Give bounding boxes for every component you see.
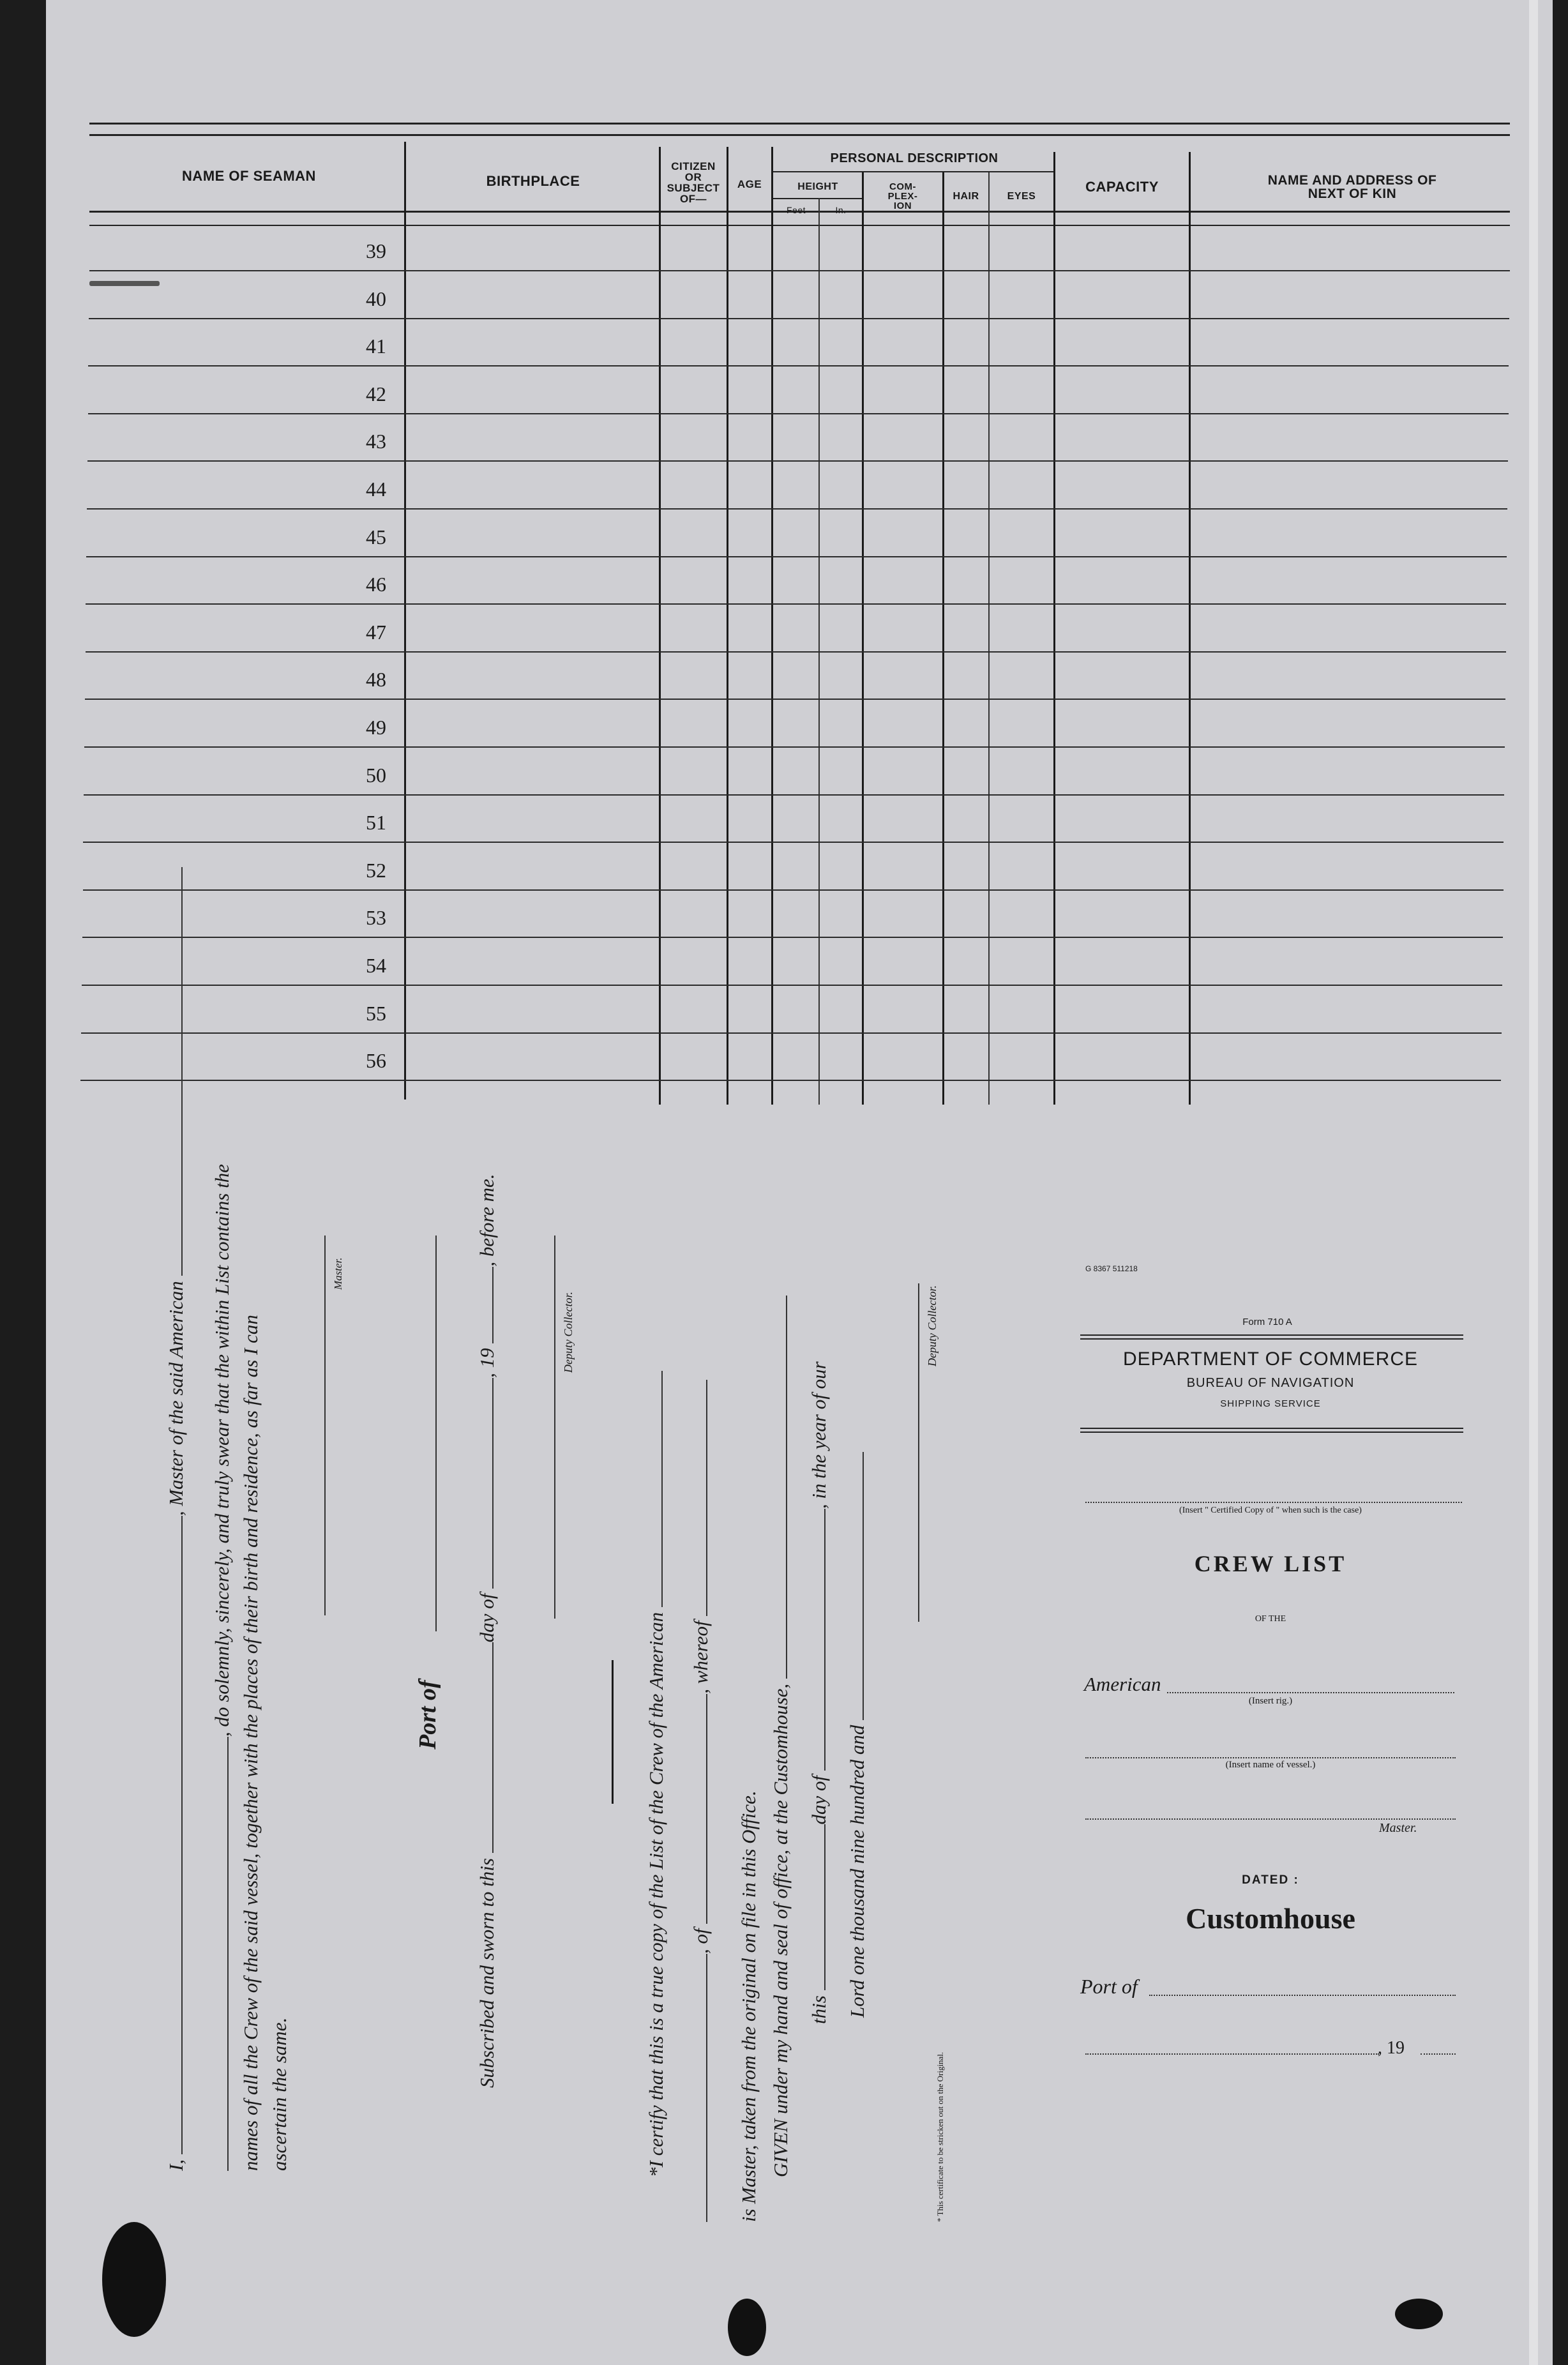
table-row[interactable] bbox=[87, 508, 1507, 510]
row-number: 45 bbox=[366, 525, 386, 548]
deputy-signature-line[interactable] bbox=[554, 1235, 555, 1619]
document-sheet bbox=[46, 0, 1553, 2365]
vessel-rig-blank[interactable] bbox=[645, 1371, 663, 1607]
certificate-line-1 bbox=[645, 1371, 668, 2177]
row-number: 40 bbox=[366, 287, 386, 310]
personal-desc-rule bbox=[773, 171, 1053, 172]
department-title: DEPARTMENT OF COMMERCE bbox=[1122, 1349, 1419, 1370]
col-rule-inches bbox=[862, 172, 864, 1105]
row-number: 44 bbox=[366, 478, 386, 501]
table-row[interactable] bbox=[84, 746, 1505, 748]
section-divider bbox=[612, 1660, 614, 1804]
oath-text: I, bbox=[165, 2159, 187, 2171]
row-number: 43 bbox=[366, 430, 386, 453]
header-inches: In. bbox=[835, 205, 847, 215]
row-number: 41 bbox=[366, 335, 386, 358]
table-row[interactable] bbox=[86, 651, 1506, 653]
col-rule-capacity bbox=[1189, 152, 1191, 1105]
row-number: 48 bbox=[366, 668, 386, 691]
master-name-field[interactable] bbox=[1085, 1818, 1456, 1820]
port-blank[interactable] bbox=[435, 1235, 437, 1631]
master-signature-line[interactable] bbox=[324, 1235, 326, 1615]
table-row[interactable] bbox=[89, 318, 1509, 319]
height-rule bbox=[773, 198, 862, 199]
cert-text: this bbox=[808, 1995, 830, 2024]
ink-smudge bbox=[89, 281, 160, 286]
year-blank[interactable] bbox=[476, 1267, 494, 1343]
table-row[interactable] bbox=[88, 413, 1509, 414]
row-number: 52 bbox=[366, 858, 386, 882]
header-next-of-kin bbox=[1193, 174, 1512, 200]
certificate-footnote: * This certificate to be stricken out on the Original. bbox=[935, 2051, 945, 2222]
cert-text: GIVEN under my hand and seal of office, at the Customhouse, bbox=[769, 1683, 792, 2177]
day-blank[interactable] bbox=[476, 1642, 494, 1853]
cert-text: , of bbox=[690, 1928, 712, 1954]
oath-text: day of bbox=[476, 1593, 498, 1643]
port-of-label: Port of bbox=[414, 1680, 441, 1749]
table-row[interactable] bbox=[84, 794, 1504, 796]
table-row[interactable] bbox=[85, 699, 1505, 700]
header-complexion-line: PLEX- bbox=[887, 191, 918, 202]
oath-text: , do solemnly, sincerely, and truly swear that the within List contains the bbox=[211, 1164, 233, 1737]
col-rule-birthplace bbox=[659, 147, 661, 1105]
certificate-line-2 bbox=[690, 1380, 712, 2222]
certificate-line-6 bbox=[846, 1452, 869, 2018]
cover-year-blank[interactable] bbox=[1421, 2053, 1456, 2055]
master-label: Master. bbox=[332, 1257, 344, 1290]
oath-line-2 bbox=[211, 1164, 234, 2171]
month-blank[interactable] bbox=[476, 1378, 494, 1589]
oath-line-4: ascertain the same. bbox=[268, 2017, 290, 2171]
header-sub-rule bbox=[89, 225, 1510, 226]
oath-line-3: names of all the Crew of the said vessel, together with the places of their birth and residence, as far as I can bbox=[239, 1315, 262, 2171]
bureau-title: BUREAU OF NAVIGATION bbox=[1186, 1376, 1355, 1390]
master-name-blank[interactable] bbox=[165, 1516, 183, 2154]
cert-deputy-collector-label: Deputy Collector. bbox=[926, 1285, 939, 1366]
header-eyes: EYES bbox=[1007, 191, 1036, 202]
cert-text: , in the year of our bbox=[808, 1361, 830, 1509]
certificate-line-3: is Master, taken from the original on file in this Office. bbox=[737, 1790, 760, 2222]
header-age: AGE bbox=[737, 178, 762, 190]
oath-text: , Master of the said American bbox=[165, 1281, 187, 1516]
header-citizen-line: OF— bbox=[679, 193, 707, 205]
row-number: 50 bbox=[366, 763, 386, 787]
cover-master-label: Master. bbox=[1379, 1821, 1417, 1835]
cover-port-of-label: Port of bbox=[1080, 1975, 1138, 1998]
table-row[interactable] bbox=[81, 1032, 1502, 1034]
vessel-name-blank[interactable] bbox=[165, 867, 183, 1276]
certificate-line-5 bbox=[808, 1361, 831, 2024]
cover-date-blank[interactable] bbox=[1085, 2053, 1379, 2055]
customhouse-title: Customhouse bbox=[1186, 1902, 1355, 1935]
cert-deputy-signature-line[interactable] bbox=[918, 1283, 919, 1622]
table-row[interactable] bbox=[88, 365, 1509, 366]
ink-blot bbox=[728, 2299, 766, 2356]
header-kin-line: NEXT OF KIN bbox=[1308, 186, 1397, 201]
oath-blank[interactable] bbox=[211, 1737, 229, 2171]
cover-rule bbox=[1080, 1338, 1463, 1340]
row-number: 53 bbox=[366, 906, 386, 930]
rig-blank[interactable] bbox=[1167, 1692, 1454, 1693]
cert-text: , whereof bbox=[690, 1621, 712, 1694]
table-row[interactable] bbox=[82, 937, 1503, 938]
vessel-name-blank-2[interactable] bbox=[690, 1954, 707, 2222]
table-row[interactable] bbox=[83, 842, 1504, 843]
home-port-blank[interactable] bbox=[690, 1694, 707, 1924]
crew-list-title: CREW LIST bbox=[1194, 1551, 1347, 1576]
col-rule-citizen bbox=[727, 147, 728, 1105]
of-the-label: OF THE bbox=[1255, 1614, 1286, 1624]
cert-year-blank[interactable] bbox=[846, 1452, 864, 1720]
ink-blot bbox=[1395, 2299, 1443, 2329]
cover-port-blank[interactable] bbox=[1149, 1995, 1456, 1996]
header-hair: HAIR bbox=[953, 191, 979, 202]
col-rule-eyes bbox=[1053, 152, 1055, 1105]
certificate-line-4 bbox=[769, 1296, 792, 2177]
print-code: G 8367 511218 bbox=[1085, 1264, 1138, 1273]
oath-text: Subscribed and sworn to this bbox=[476, 1858, 498, 2088]
cert-text: day of bbox=[808, 1775, 830, 1825]
header-citizen-line: SUBJECT bbox=[667, 182, 720, 194]
top-rule-2 bbox=[89, 134, 1510, 136]
sheet-edge bbox=[1529, 0, 1538, 2365]
insert-vessel-note: (Insert name of vessel.) bbox=[1225, 1760, 1316, 1770]
row-number: 56 bbox=[366, 1049, 386, 1073]
cert-day-blank[interactable] bbox=[808, 1824, 825, 1990]
table-row[interactable] bbox=[89, 270, 1510, 271]
table-row[interactable] bbox=[87, 460, 1508, 462]
table-row[interactable] bbox=[86, 603, 1506, 605]
customhouse-blank[interactable] bbox=[769, 1296, 787, 1679]
subscribed-line bbox=[476, 1174, 499, 2088]
oath-text: , before me. bbox=[476, 1174, 498, 1267]
ink-blot bbox=[102, 2222, 166, 2337]
header-birthplace: BIRTHPLACE bbox=[486, 173, 580, 189]
row-number: 55 bbox=[366, 1001, 386, 1025]
cover-year-label: , 19 bbox=[1378, 2038, 1405, 2058]
header-complexion-line: ION bbox=[893, 200, 912, 211]
header-kin-line: NAME AND ADDRESS OF bbox=[1267, 173, 1437, 188]
header-feet: Feet bbox=[786, 205, 806, 215]
header-citizen bbox=[661, 161, 725, 204]
deputy-collector-label: Deputy Collector. bbox=[562, 1292, 575, 1373]
row-number: 51 bbox=[366, 811, 386, 835]
insert-copy-note: (Insert " Certified Copy of " when such is the case) bbox=[1179, 1506, 1362, 1515]
col-rule-hair bbox=[988, 172, 990, 1105]
cert-month-blank[interactable] bbox=[808, 1509, 825, 1771]
dated-label: DATED : bbox=[1242, 1873, 1299, 1887]
header-complexion-line: COM- bbox=[889, 181, 916, 192]
row-number: 39 bbox=[366, 239, 386, 262]
service-title: SHIPPING SERVICE bbox=[1220, 1398, 1321, 1409]
row-number: 49 bbox=[366, 716, 386, 739]
header-capacity: CAPACITY bbox=[1085, 179, 1159, 195]
cover-rule bbox=[1080, 1428, 1463, 1429]
oath-line-1 bbox=[165, 867, 188, 2171]
cover-rule bbox=[1080, 1432, 1463, 1433]
header-citizen-line: OR bbox=[684, 171, 702, 183]
header-personal-description: PERSONAL DESCRIPTION bbox=[830, 151, 999, 165]
col-rule-age bbox=[771, 147, 773, 1105]
header-height: HEIGHT bbox=[797, 181, 838, 192]
form-number: Form 710 A bbox=[1242, 1317, 1292, 1327]
col-rule-name bbox=[404, 142, 406, 1099]
table-row[interactable] bbox=[80, 1080, 1501, 1081]
row-number: 54 bbox=[366, 954, 386, 977]
table-row[interactable] bbox=[83, 889, 1504, 891]
insert-rig-note: (Insert rig.) bbox=[1248, 1696, 1293, 1706]
header-complexion bbox=[863, 182, 942, 211]
certified-copy-blank[interactable] bbox=[1085, 1502, 1462, 1503]
whereof-blank[interactable] bbox=[690, 1380, 707, 1616]
row-number: 42 bbox=[366, 382, 386, 405]
row-number: 47 bbox=[366, 620, 386, 644]
cert-text: *I certify that this is a true copy of the List of the Crew of the American bbox=[645, 1612, 667, 2177]
oath-text: , 19 bbox=[476, 1348, 498, 1378]
header-name-of-seaman: NAME OF SEAMAN bbox=[182, 168, 316, 184]
row-number: 46 bbox=[366, 573, 386, 596]
top-rule bbox=[89, 123, 1510, 125]
cover-rule bbox=[1080, 1334, 1463, 1336]
american-label: American bbox=[1084, 1673, 1161, 1695]
cert-text: Lord one thousand nine hundred and bbox=[846, 1725, 868, 2018]
table-row[interactable] bbox=[82, 985, 1502, 986]
header-citizen-line: CITIZEN bbox=[671, 160, 716, 172]
table-row[interactable] bbox=[86, 556, 1507, 557]
vessel-name-field[interactable] bbox=[1085, 1757, 1456, 1758]
col-rule-complexion bbox=[942, 172, 944, 1105]
